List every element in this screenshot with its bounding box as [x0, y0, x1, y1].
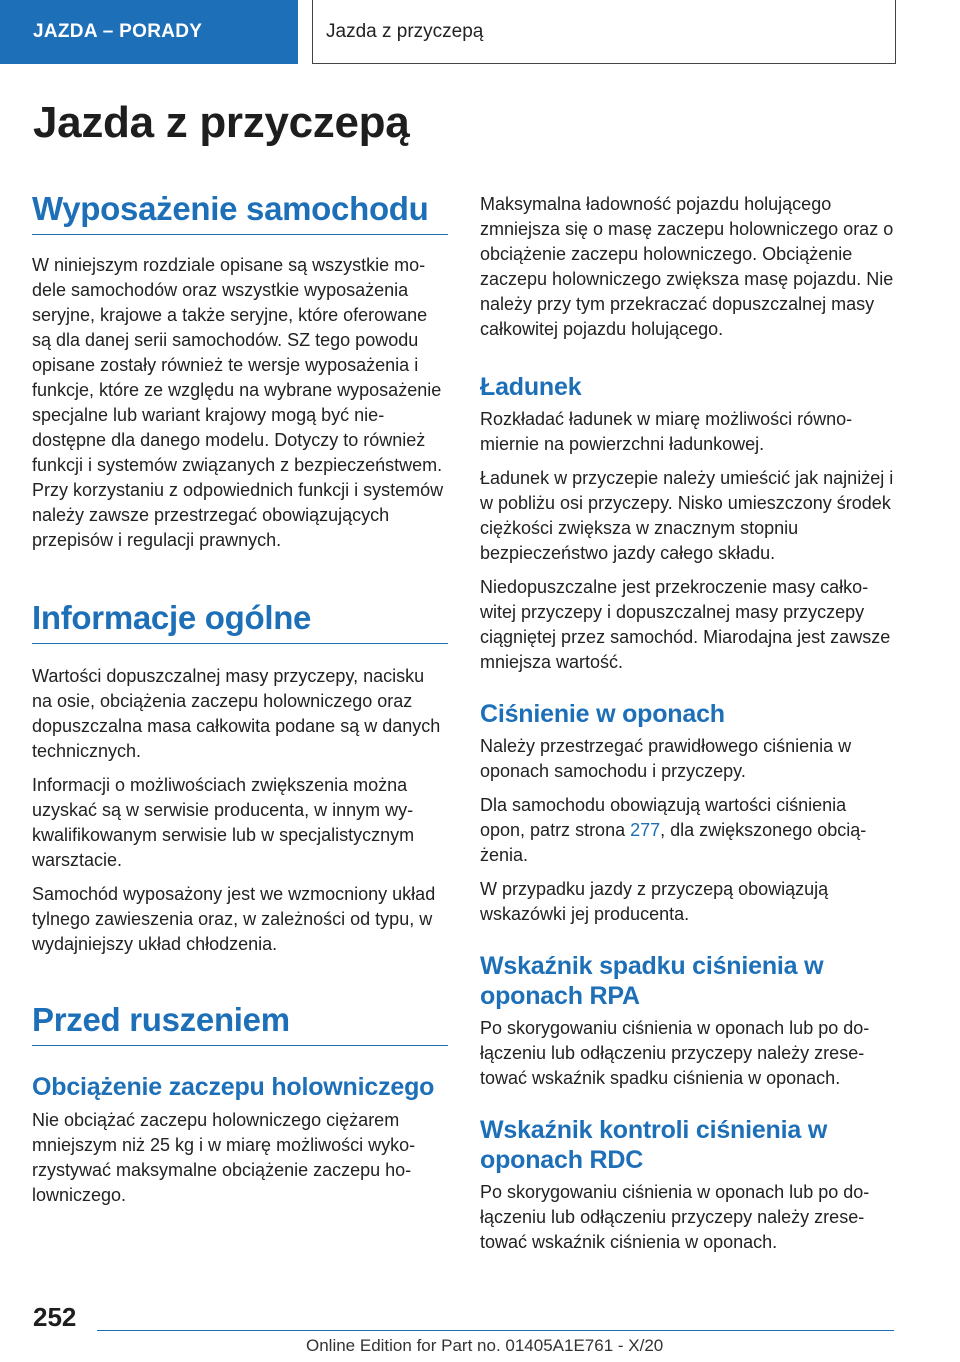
paragraph-towing-capacity: Maksymalna ładowność pojazdu holującego zmniejsza się o masę zaczepu holowniczego oraz o obciążenie zaczepu holowniczego. Obciążenie zaczepu holowniczego zwiększa masę pojazdu. Nie należy przy tym przekraczać dopuszczalnej masy całkowitej pojazdu holującego.: [480, 194, 894, 339]
heading-cargo: Ładunek: [480, 373, 582, 401]
paragraph-cargo-3: Niedopuszczalne jest przekroczenie masy całkowitej przyczepy i dopuszczalnej masy przyczepy ciągniętej przez samochód. Miarodajna jest zawsze mniejsza wartość.: [480, 577, 891, 672]
paragraph-rdc: Po skorygowaniu ciśnienia w oponach lub po dołączeniu lub odłączeniu przyczepy należy zresetować wskaźnik ciśnienia w oponach.: [480, 1182, 870, 1252]
paragraph-general-2: Informacji o możliwościach zwiększenia można uzyskać są w serwisie producenta, w innym wykwalifikowanym serwisie lub w specjalistycznym warsztacie.: [32, 775, 415, 870]
heading-rdc: Wskaźnik kontroli ciśnienia w oponach RDC: [480, 1116, 828, 1174]
tire-text-after: , dla zwiększonego obciążenia.: [480, 820, 867, 865]
paragraph-tire-2: [480, 793, 896, 868]
section-title: Jazda z przyczepą: [326, 20, 484, 42]
page-title: Jazda z przyczepą: [33, 98, 410, 147]
heading-before-driving: Przed ruszeniem: [32, 1001, 448, 1046]
page-link-277[interactable]: 277: [630, 820, 661, 840]
heading-general-info: Informacje ogólne: [32, 599, 448, 644]
edition-text: Online Edition for Part no. 01405A1E761 - X/20: [306, 1336, 664, 1355]
heading-rpa: Wskaźnik spadku ciśnienia w oponach RPA: [480, 952, 824, 1010]
paragraph-equipment: W niniejszym rozdziale opisane są wszystkie modele samochodów oraz wszystkie wyposażenia seryjne, krajowe a także seryjne, które oferowane są dla danej serii samochodów. SZ tego powodu opisane zostały również te wersje wyposażenia i funkcje, które ze względu na wybrane wyposażenie specjalne lub wariant krajowy mogą być niedostępne dla danego modelu. Dotyczy to również funkcji i systemów związanych z bezpieczeństwem. Przy korzystaniu z odpowiednich funkcji i systemów należy zawsze przestrzegać obowiązujących przepisów i regulacji prawnych.: [32, 255, 444, 550]
paragraph-hitch-load: Nie obciążać zaczepu holowniczego ciężarem mniejszym niż 25 kg i w miarę możliwości wykorzystywać maksymalne obciążenie zaczepu holowniczego.: [32, 1110, 416, 1205]
paragraph-tire-1: Należy przestrzegać prawidłowego ciśnienia w oponach samochodu i przyczepy.: [480, 736, 852, 781]
heading-equipment: Wyposażenie samochodu: [32, 190, 448, 235]
section-tab: JAZDA – PORADY: [0, 0, 298, 64]
footer-divider: [97, 1330, 894, 1331]
paragraph-rpa: Po skorygowaniu ciśnienia w oponach lub po dołączeniu lub odłączeniu przyczepy należy zresetować wskaźnik spadku ciśnienia w oponach.: [480, 1018, 870, 1088]
paragraph-general-1: Wartości dopuszczalnej masy przyczepy, nacisku na osie, obciążenia zaczepu holowniczego oraz dopuszczalna masa całkowita podane są w danych technicznych.: [32, 666, 441, 761]
tire-text-before: Dla samochodu obowiązują wartości ciśnienia opon, patrz strona: [480, 795, 847, 840]
section-title-bar: [312, 0, 896, 64]
paragraph-cargo-2: Ładunek w przyczepie należy umieścić jak najniżej i w pobliżu osi przyczepy. Nisko umieszczony środek ciężkości zwiększa w znacznym stopniu bezpieczeństwo jazdy całego składu.: [480, 468, 894, 563]
heading-hitch-load: Obciążenie zaczepu holowniczego: [32, 1073, 435, 1101]
page-number: 252: [33, 1302, 77, 1332]
paragraph-general-3: Samochód wyposażony jest we wzmocniony układ tylnego zawieszenia oraz, w zależności od typu, w wydajniejszy układ chłodzenia.: [32, 884, 436, 954]
paragraph-cargo-1: Rozkładać ładunek w miarę możliwości równomiernie na powierzchni ładunkowej.: [480, 409, 853, 454]
heading-tire-pressure: Ciśnienie w oponach: [480, 700, 725, 728]
right-column: [480, 190, 896, 1255]
left-column: [32, 190, 448, 1208]
paragraph-tire-3: W przypadku jazdy z przyczepą obowiązują wskazówki jej producenta.: [480, 879, 829, 924]
